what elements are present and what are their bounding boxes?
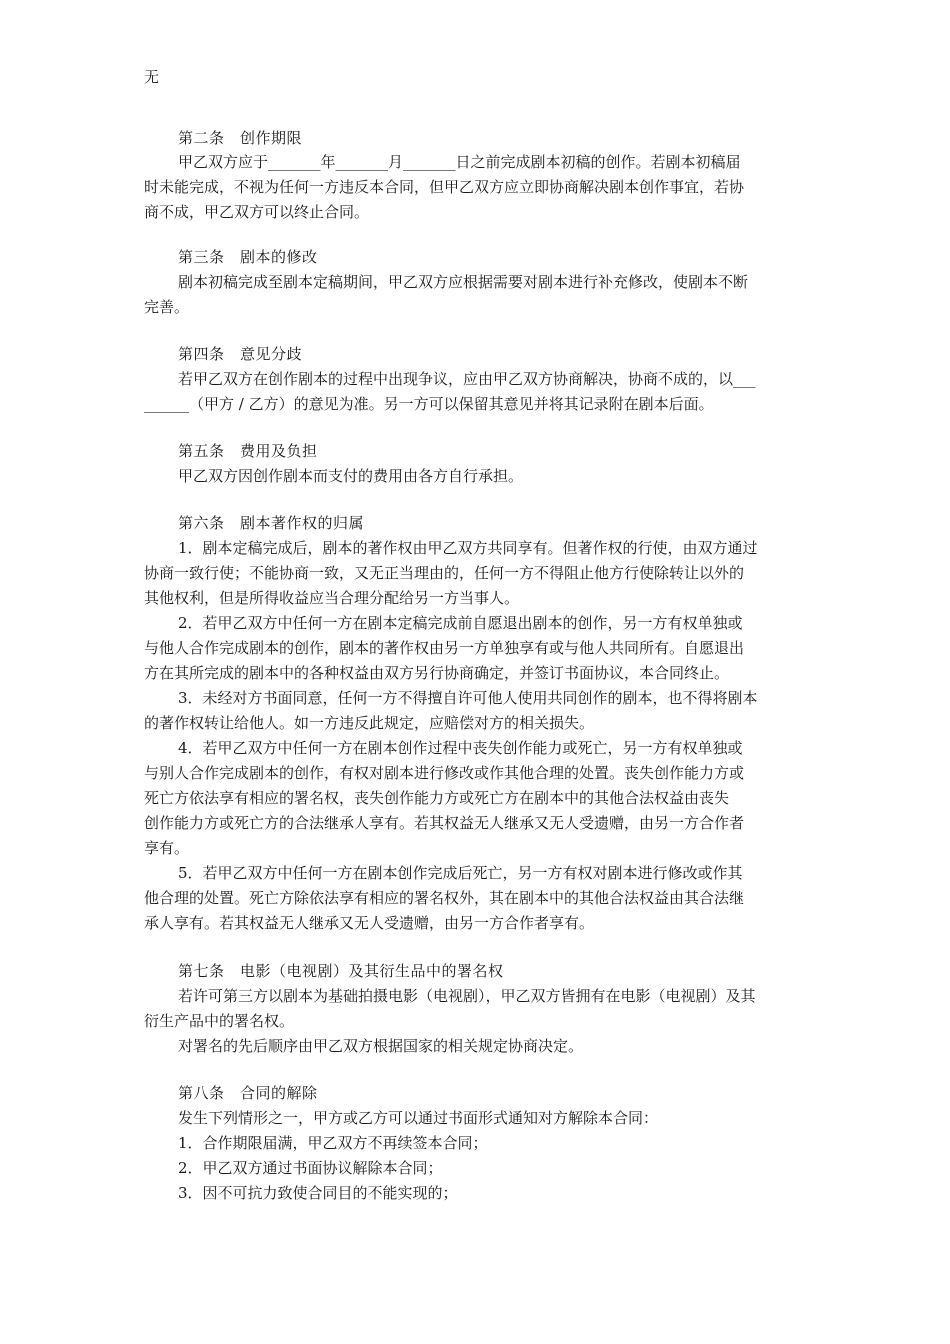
article-2-line: 甲乙双方应于_______年_______月_______日之前完成剧本初稿的创作。若剧本初稿届 [178, 153, 741, 171]
article-6-line: 协商一致行使；不能协商一致，又无正当理由的，任何一方不得阻止他方行使除转让以外的 [144, 564, 745, 582]
article-6-line: 创作能力方或死亡方的合法继承人享有。若其权益无人继承又无人受遗赠，由另一方合作者 [144, 814, 745, 832]
article-6-line: 承人享有。若其权益无人继承又无人受遗赠，由另一方合作者享有。 [144, 914, 595, 932]
article-5-line: 甲乙双方因创作剧本而支付的费用由各方自行承担。 [178, 467, 524, 485]
article-6-line: 的著作权转让给他人。如一方违反此规定，应赔偿对方的相关损失。 [144, 714, 595, 732]
article-8-line: 1．合作期限届满，甲乙双方不再续签本合同； [178, 1134, 488, 1152]
article-3-line: 剧本初稿完成至剧本定稿期间，甲乙双方应根据需要对剧本进行补充修改，使剧本不断 [178, 273, 749, 291]
article-6-line: 2．若甲乙双方中任何一方在剧本定稿完成前自愿退出剧本的创作，另一方有权单独或 [178, 614, 743, 632]
article-4-heading: 第四条 意见分歧 [178, 345, 303, 363]
article-6-line: 享有。 [144, 839, 190, 857]
article-7-heading: 第七条 电影（电视剧）及其衍生品中的署名权 [178, 962, 504, 980]
article-2-heading: 第二条 创作期限 [178, 129, 303, 147]
article-6-line: 3．未经对方书面同意，任何一方不得擅自许可他人使用共同创作的剧本，也不得将剧本 [178, 689, 758, 707]
article-8-line: 发生下列情形之一，甲方或乙方可以通过书面形式通知对方解除本合同： [178, 1109, 659, 1127]
article-6-line: 与他人合作完成剧本的创作，剧本的著作权由另一方单独享有或与他人共同所有。自愿退出 [144, 639, 745, 657]
article-8-line: 3．因不可抗力致使合同目的不能实现的； [178, 1184, 458, 1202]
article-6-line: 1．剧本定稿完成后，剧本的著作权由甲乙双方共同享有。但著作权的行使，由双方通过 [178, 539, 758, 557]
article-6-line: 与别人合作完成剧本的创作，有权对剧本进行修改或作其他合理的处置。丧失创作能力方或 [144, 764, 745, 782]
article-3-line: 完善。 [144, 298, 190, 316]
top-fragment: 无 [144, 68, 160, 86]
article-4-line: 若甲乙双方在创作剧本的过程中出现争议，应由甲乙双方协商解决，协商不成的，以___ [178, 370, 756, 388]
article-6-line: 他合理的处置。死亡方除依法享有相应的署名权外，其在剧本中的其他合法权益由其合法继 [144, 889, 745, 907]
article-6-line: 死亡方依法享有相应的署名权，丧失创作能力方或死亡方在剧本中的其他合法权益由丧失 [144, 789, 730, 807]
article-6-heading: 第六条 剧本著作权的归属 [178, 514, 365, 532]
article-8-heading: 第八条 合同的解除 [178, 1084, 318, 1102]
article-6-line: 4．若甲乙双方中任何一方在剧本创作过程中丧失创作能力或死亡，另一方有权单独或 [178, 739, 743, 757]
article-5-heading: 第五条 费用及负担 [178, 442, 318, 460]
article-3-heading: 第三条 剧本的修改 [178, 248, 318, 266]
article-6-line: 方在其所完成的剧本中的各种权益由双方另行协商确定，并签订书面协议，本合同终止。 [144, 664, 730, 682]
article-8-line: 2．甲乙双方通过书面协议解除本合同； [178, 1159, 443, 1177]
article-4-line: ______（甲方 / 乙方）的意见为准。另一方可以保留其意见并将其记录附在剧本后面。 [144, 395, 714, 413]
article-2-line: 时未能完成，不视为任何一方违反本合同，但甲乙双方应立即协商解决剧本创作事宜，若协 [144, 178, 745, 196]
article-2-line: 商不成，甲乙双方可以终止合同。 [144, 203, 370, 221]
article-6-line: 其他权利，但是所得收益应当合理分配给另一方当事人。 [144, 589, 520, 607]
article-7-line: 对署名的先后顺序由甲乙双方根据国家的相关规定协商决定。 [178, 1037, 584, 1055]
article-7-line: 若许可第三方以剧本为基础拍摄电影（电视剧），甲乙双方皆拥有在电影（电视剧）及其 [178, 987, 756, 1005]
article-6-line: 5．若甲乙双方中任何一方在剧本创作完成后死亡，另一方有权对剧本进行修改或作其 [178, 864, 743, 882]
article-7-line: 衍生产品中的署名权。 [144, 1012, 295, 1030]
